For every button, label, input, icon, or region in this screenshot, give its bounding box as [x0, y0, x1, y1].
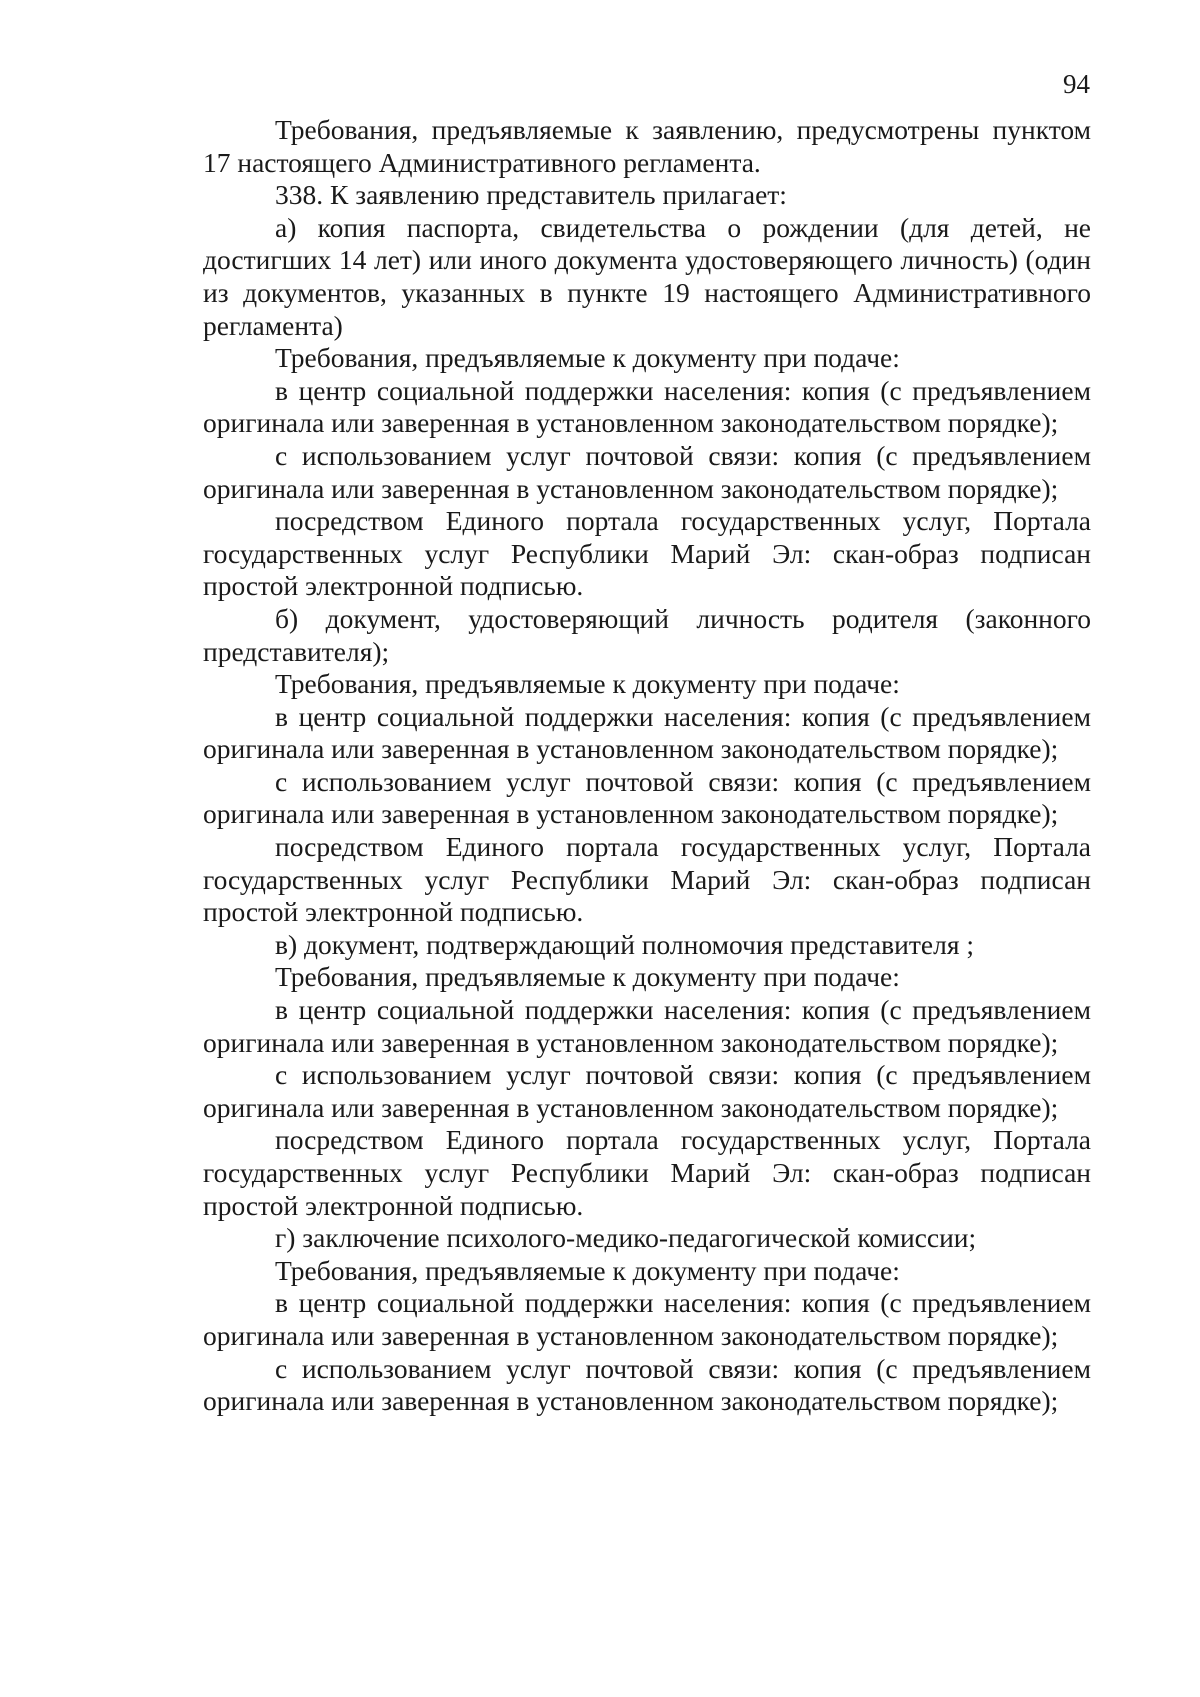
paragraph-social-center: в центр социальной поддержки населения: копия (с предъявлением оригинала или заверенная в установленном законодательством порядке);	[203, 700, 1091, 765]
document-body	[203, 114, 1091, 1418]
paragraph-item-v: в) документ, подтверждающий полномочия представителя ;	[275, 928, 974, 960]
paragraph-requirements-heading: Требования, предъявляемые к документу при подаче:	[275, 1254, 900, 1286]
paragraph-social-center: в центр социальной поддержки населения: копия (с предъявлением оригинала или заверенная в установленном законодательством порядке);	[203, 1287, 1091, 1351]
paragraph-requirements-heading: Требования, предъявляемые к документу при подаче:	[275, 961, 900, 993]
paragraph-item-a: а) копия паспорта, свидетельства о рождении (для детей, не достигших 14 лет) или иного документа удостоверяющего личность) (один из документов, указанных в пункте 19 настоящего Административного регламента)	[203, 211, 1091, 341]
paragraph-social-center: в центр социальной поддержки населения: копия (с предъявлением оригинала или заверенная в установленном законодательством порядке);	[203, 994, 1091, 1058]
paragraph-clause-338: 338. К заявлению представитель прилагает:	[275, 179, 787, 211]
paragraph-social-center: в центр социальной поддержки населения: копия (с предъявлением оригинала или заверенная в установленном законодательством порядке);	[203, 374, 1091, 439]
paragraph-portal: посредством Единого портала государственных услуг, Портала государственных услуг Республики Марий Эл: скан-образ подписан простой электронной подписью.	[203, 1124, 1091, 1221]
paragraph-postal: с использованием услуг почтовой связи: копия (с предъявлением оригинала или заверенная в установленном законодательством порядке);	[203, 1059, 1091, 1123]
paragraph-requirements-heading: Требования, предъявляемые к документу при подаче:	[275, 342, 900, 374]
paragraph-application-requirements: Требования, предъявляемые к заявлению, предусмотрены пунктом 17 настоящего Административного регламента.	[203, 114, 1091, 178]
page-number: 94	[1063, 69, 1090, 99]
paragraph-portal: посредством Единого портала государственных услуг, Портала государственных услуг Республики Марий Эл: скан-образ подписан простой электронной подписью.	[203, 505, 1091, 602]
paragraph-postal: с использованием услуг почтовой связи: копия (с предъявлением оригинала или заверенная в установленном законодательством порядке);	[203, 1352, 1091, 1417]
paragraph-portal: посредством Единого портала государственных услуг, Портала государственных услуг Республики Марий Эл: скан-образ подписан простой электронной подписью.	[203, 831, 1091, 928]
paragraph-postal: с использованием услуг почтовой связи: копия (с предъявлением оригинала или заверенная в установленном законодательством порядке);	[203, 765, 1091, 830]
paragraph-requirements-heading: Требования, предъявляемые к документу при подаче:	[275, 668, 900, 700]
paragraph-postal: с использованием услуг почтовой связи: копия (с предъявлением оригинала или заверенная в установленном законодательством порядке);	[203, 439, 1091, 504]
paragraph-item-g: г) заключение психолого-медико-педагогической комиссии;	[275, 1222, 977, 1254]
paragraph-item-b: б) документ, удостоверяющий личность родителя (законного представителя);	[203, 602, 1091, 667]
